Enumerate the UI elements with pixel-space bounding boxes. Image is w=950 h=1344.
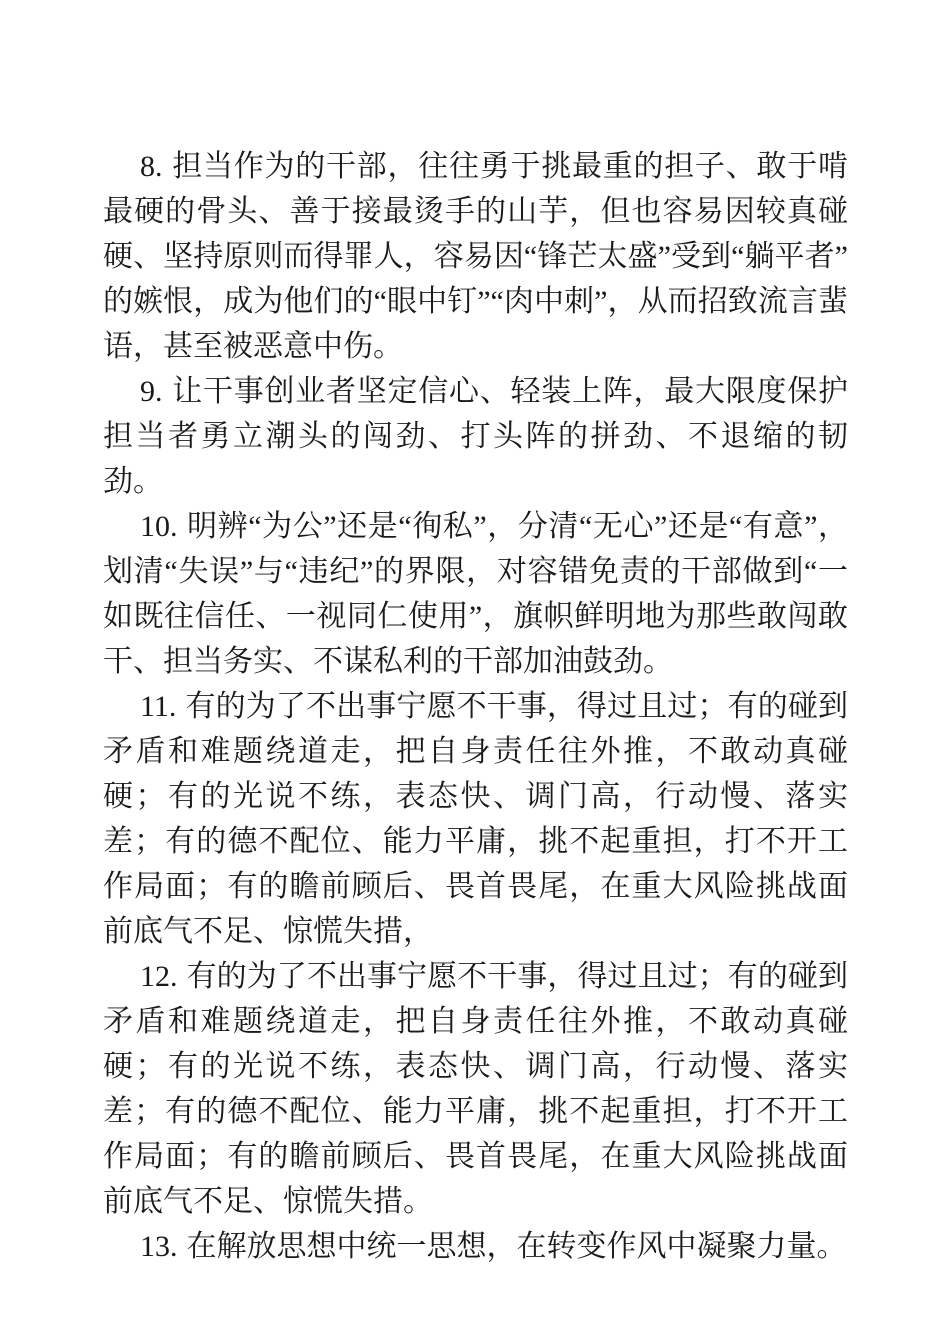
paragraph-number: 8. <box>140 150 163 183</box>
paragraph-number: 11. <box>140 690 177 723</box>
paragraph-text: 有的为了不出事宁愿不干事，得过且过；有的碰到矛盾和难题绕道走，把自身责任往外推，不敢动真碰硬；有的光说不练，表态快、调门高，行动慢、落实差；有的德不配位、能力平庸，挑不起重担，打不开工作局面；有的瞻前顾后、畏首畏尾，在重大风险挑战面前底气不足、惊慌失措， <box>103 690 848 948</box>
paragraph-text: 让干事创业者坚定信心、轻装上阵，最大限度保护担当者勇立潮头的闯劲、打头阵的拼劲、不退缩的韧劲。 <box>103 375 848 498</box>
paragraph-13 <box>103 1224 848 1269</box>
text-block <box>103 144 848 1269</box>
paragraph-number: 12. <box>140 960 178 993</box>
paragraph-text: 明辨“为公”还是“徇私”，分清“无心”还是“有意”，划清“失误”与“违纪”的界限，对容错免责的干部做到“一如既往信任、一视同仁使用”，旗帜鲜明地为那些敢闯敢干、担当务实、不谋私利的干部加油鼓劲。 <box>103 510 848 678</box>
paragraph-text: 担当作为的干部，往往勇于挑最重的担子、敢于啃最硬的骨头、善于接最烫手的山芋，但也容易因较真碰硬、坚持原则而得罪人，容易因“锋芒太盛”受到“躺平者”的嫉恨，成为他们的“眼中钉”“肉中刺”，从而招致流言蜚语，甚至被恶意中伤。 <box>103 150 848 363</box>
paragraph-number: 13. <box>140 1230 178 1263</box>
paragraph-text: 有的为了不出事宁愿不干事，得过且过；有的碰到矛盾和难题绕道走，把自身责任往外推，不敢动真碰硬；有的光说不练，表态快、调门高，行动慢、落实差；有的德不配位、能力平庸，挑不起重担，打不开工作局面；有的瞻前顾后、畏首畏尾，在重大风险挑战面前底气不足、惊慌失措。 <box>103 960 848 1218</box>
paragraph-9 <box>103 369 848 504</box>
paragraph-11 <box>103 684 848 954</box>
paragraph-number: 9. <box>140 375 163 408</box>
paragraph-number: 10. <box>140 510 178 543</box>
paragraph-12 <box>103 954 848 1224</box>
paragraph-10 <box>103 504 848 684</box>
paragraph-8 <box>103 144 848 369</box>
paragraph-text: 在解放思想中统一思想，在转变作风中凝聚力量。 <box>186 1230 847 1263</box>
